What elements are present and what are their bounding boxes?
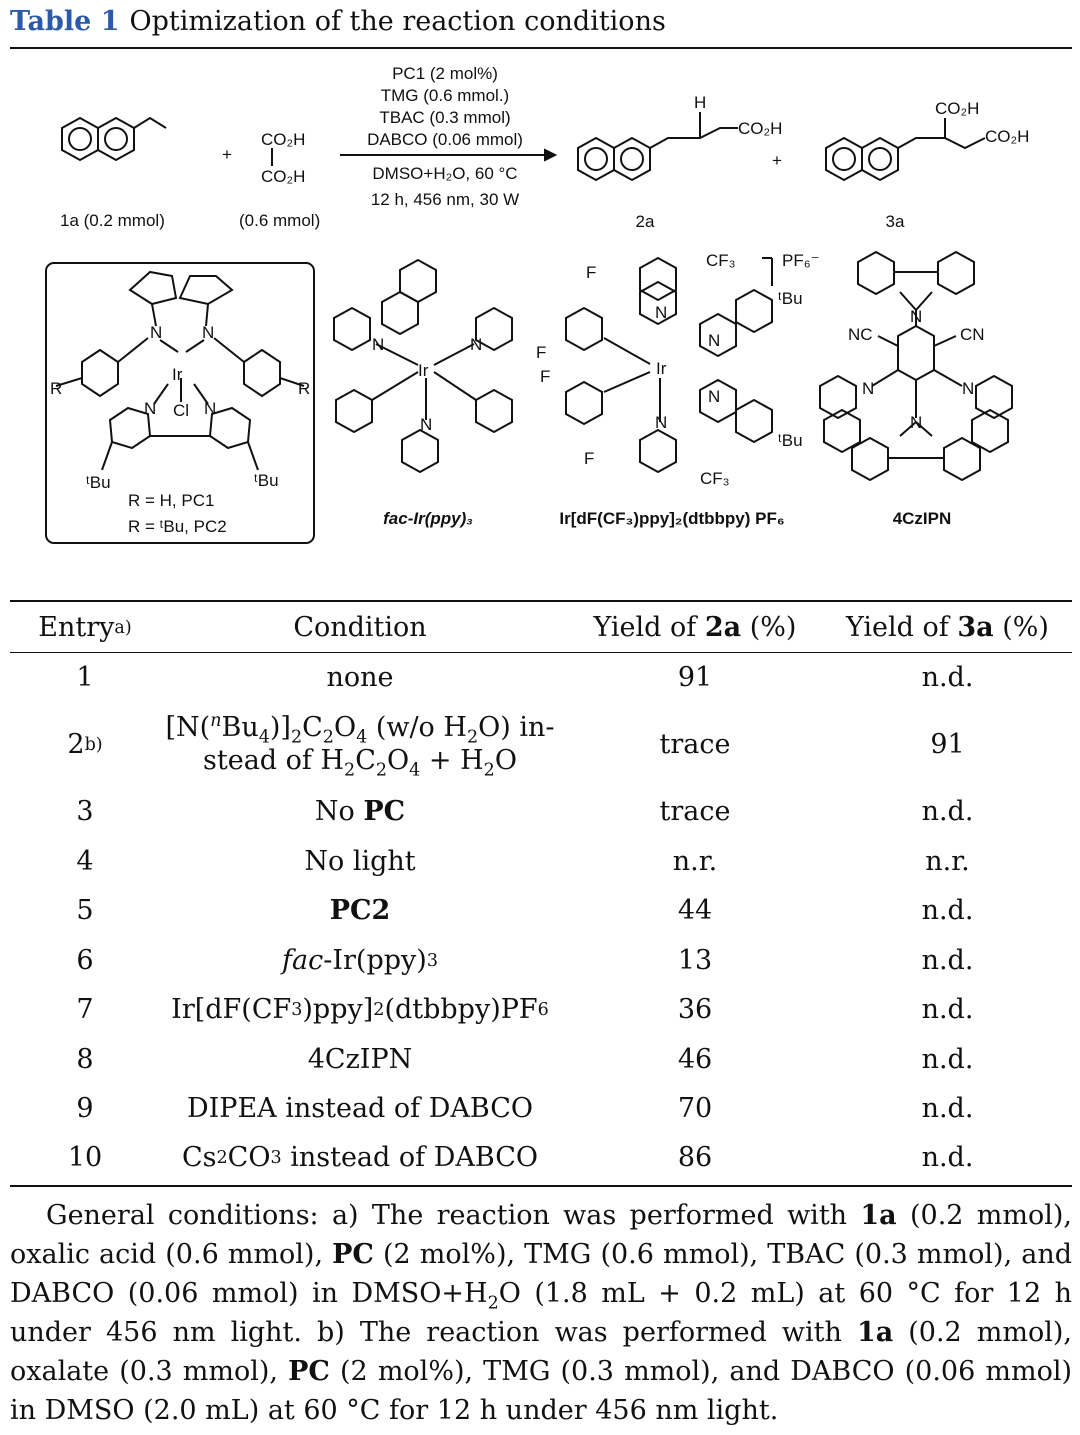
4czipn-n-top: N xyxy=(910,307,923,326)
pc2-label: R = ᵗBu, PC2 xyxy=(128,517,227,536)
product-3a-structure xyxy=(826,118,985,180)
irppy3-n1: N xyxy=(372,335,385,354)
naphthalene-1a-structure xyxy=(62,118,166,160)
table-top-rule xyxy=(10,600,1072,602)
table-row: 2 b) $[N(^nBu_4)]_2C_2O_4$ (w/o $H_2O$) in- stead of $H_2C_2O_4 + H_2O$ trace 91 xyxy=(10,704,1072,786)
pc-r-right: R xyxy=(298,379,311,398)
condition-line-6: 12 h, 456 nm, 30 W xyxy=(370,190,520,209)
pc-r-left: R xyxy=(50,379,63,398)
col-yield-3a: Yield of 3a (%) xyxy=(846,611,1049,643)
ircf3-cf3-bottom: CF₃ xyxy=(700,469,730,488)
condition-line-1: PC1 (2 mol%) xyxy=(392,64,498,83)
4czipn-nc: NC xyxy=(848,325,873,344)
condition-line-5: DMSO+H₂O, 60 °C xyxy=(372,164,518,183)
table-bottom-rule xyxy=(10,1185,1072,1187)
table-row: 5 PC2 44 n.d. xyxy=(76,894,974,926)
pc-n-bottom-right: N xyxy=(204,399,217,418)
product-3a-label: 3a xyxy=(885,212,905,231)
catalyst-label-ircf3: Ir[dF(CF₃)ppy]₂(dtbbpy) PF₆ xyxy=(559,509,785,528)
4czipn-cn: CN xyxy=(960,325,985,344)
condition-line-3: TBAC (0.3 mmol) xyxy=(379,108,511,127)
oxalic-co2h-top: CO₂H xyxy=(261,130,306,149)
table-header xyxy=(10,604,1072,652)
ircf3-cf3-top: CF₃ xyxy=(706,251,736,270)
top-rule xyxy=(10,47,1072,49)
4czipn-structure xyxy=(820,252,1012,480)
table-row: 8 4CzIPN 46 n.d. xyxy=(76,1043,974,1075)
table-label: Table 1 xyxy=(10,6,120,37)
ir-dfcf3ppy-structure xyxy=(566,258,772,472)
product-2a-h: H xyxy=(694,93,707,112)
reagent-acid-label: (0.6 mmol) xyxy=(239,211,321,230)
plus-sign-2: + xyxy=(772,151,782,170)
product-2a-structure xyxy=(578,112,738,180)
product-2a-co2h: CO₂H xyxy=(738,119,783,138)
irppy3-n3: N xyxy=(420,415,433,434)
table-row: 3 No PC trace n.d. xyxy=(76,795,974,827)
table-row: 7 Ir[dF(CF 3 )ppy] 2 (dtbbpy)PF 6 36 n.d. xyxy=(76,993,974,1025)
condition-line-4: DABCO (0.06 mmol) xyxy=(367,130,523,149)
irppy3-n2: N xyxy=(470,335,483,354)
table-row: 4 No light n.r. n.r. xyxy=(76,845,970,877)
col-yield-2a: Yield of 2a (%) xyxy=(593,611,797,643)
table-row: 6 fac -Ir(ppy) 3 13 n.d. xyxy=(76,944,974,976)
oxalic-co2h-bottom: CO₂H xyxy=(261,167,306,186)
ircf3-f4: F xyxy=(584,449,595,468)
table-title xyxy=(10,6,666,37)
product-3a-co2h-top: CO₂H xyxy=(935,99,980,118)
pc-tbu-right: ᵗBu xyxy=(254,471,279,490)
pc-n-bottom-left: N xyxy=(144,399,157,418)
4czipn-n-right: N xyxy=(962,379,975,398)
pc-cl: Cl xyxy=(173,401,190,420)
table-row: 10 Cs 2 CO 3 instead of DABCO 86 n.d. xyxy=(67,1141,974,1173)
pc-tbu-left: ᵗBu xyxy=(86,473,111,492)
condition-line-2: TMG (0.6 mmol.) xyxy=(380,86,510,105)
pc-ir: Ir xyxy=(172,365,183,384)
pc-n-right: N xyxy=(202,323,215,342)
ircf3-ir: Ir xyxy=(656,359,667,378)
table-caption: Optimization of the reaction conditions xyxy=(129,6,666,37)
pc-n-left: N xyxy=(150,323,163,342)
plus-sign-1: + xyxy=(222,145,232,164)
irppy3-ir: Ir xyxy=(418,361,429,380)
col-condition: Condition xyxy=(293,611,427,643)
product-3a-co2h-right: CO₂H xyxy=(985,127,1030,146)
ircf3-n2: N xyxy=(708,331,721,350)
product-2a-label: 2a xyxy=(635,212,655,231)
table-footnote: General conditions: a) The reaction was performed with 1a (0.2 mmol), oxalic acid (0.6 mmol), PC (2 mol%), TMG (0.6 mmol), TBAC (0.3 mmol), and DABCO (0.06 mmol) in $DMSO+H_2O$ (1.8 mL + 0.2 mL) at 60 °C for 12 h under 456 nm light. b) The reaction was performed with 1a (0.2 mmol), oxalate (0.3 mmol), PC (2 mol%), TMG (0.3 mmol), and DABCO (0.06 mmol) in DMSO (2.0 mL) at 60 °C for 12 h under 456 nm light. xyxy=(10,1200,1072,1426)
header-rule xyxy=(10,652,1072,653)
4czipn-n-bottom: N xyxy=(910,413,923,432)
table-row: 1 none 91 n.d. xyxy=(76,661,974,693)
ircf3-f3: F xyxy=(540,367,551,386)
4czipn-n-left: N xyxy=(862,379,875,398)
catalyst-label-irppy3: fac-Ir(ppy)₃ xyxy=(383,509,473,528)
ircf3-n1: N xyxy=(655,303,668,322)
ircf3-f1: F xyxy=(586,263,597,282)
row2-condition: $[N(^nBu_4)]_2C_2O_4$ (w/o $H_2O$) in- stead of $H_2C_2O_4 + H_2O$ xyxy=(165,711,555,781)
reagent-1a-label: 1a (0.2 mmol) xyxy=(60,211,165,230)
ircf3-pf6: PF₆⁻ xyxy=(782,251,820,270)
pc1-label: R = H, PC1 xyxy=(128,491,215,510)
reaction-scheme xyxy=(0,52,1080,552)
catalyst-label-4czipn: 4CzIPN xyxy=(892,509,952,528)
ircf3-f2: F xyxy=(536,343,547,362)
table-row: 9 DIPEA instead of DABCO 70 n.d. xyxy=(76,1092,974,1124)
col-entry: Entry a) xyxy=(38,611,132,643)
ircf3-tbu-top: ᵗBu xyxy=(778,289,803,308)
ircf3-n4: N xyxy=(655,413,668,432)
ircf3-tbu-bottom: ᵗBu xyxy=(778,431,803,450)
ircf3-n3: N xyxy=(708,387,721,406)
